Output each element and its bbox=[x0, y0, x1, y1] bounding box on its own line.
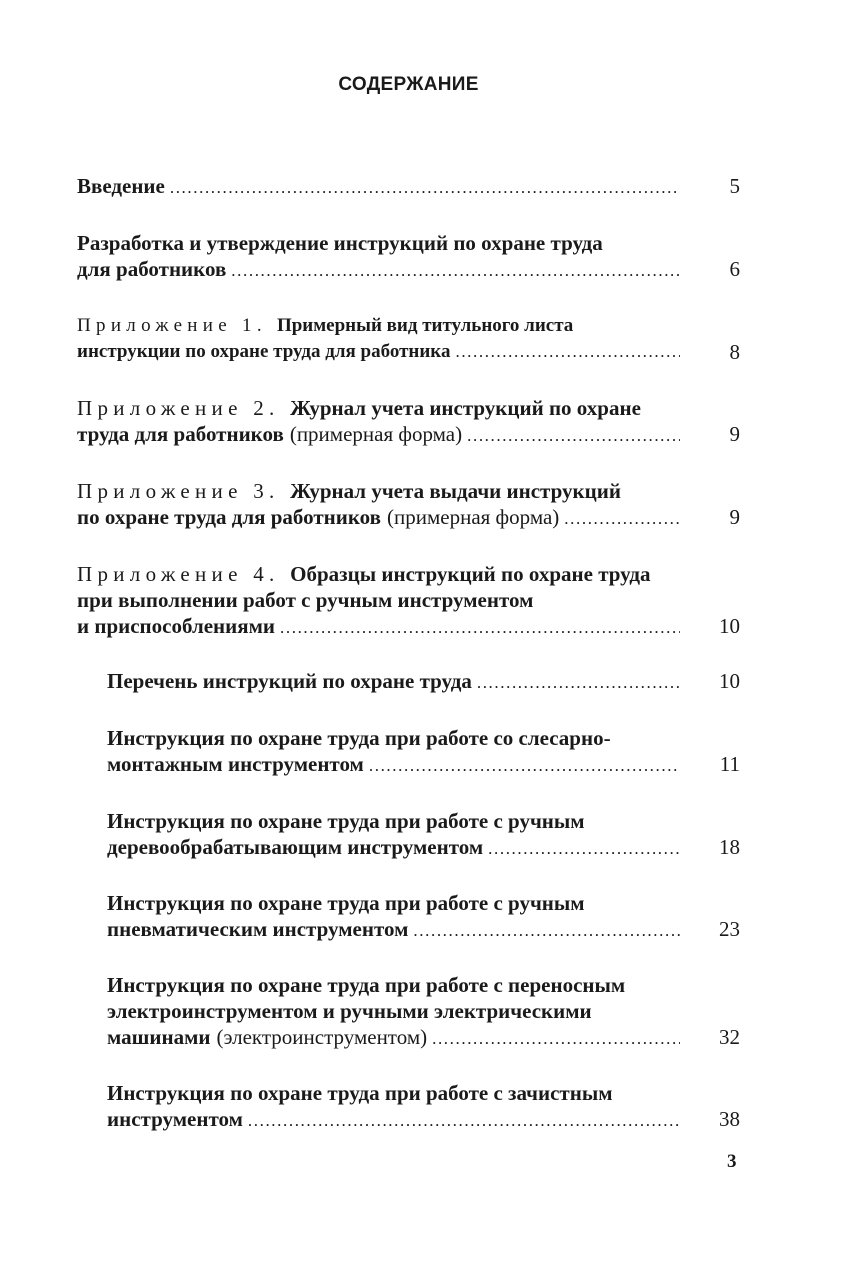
dot-leader bbox=[369, 753, 680, 779]
toc-entry-title-end: для работников bbox=[77, 257, 227, 281]
page-number: 3 bbox=[727, 1151, 737, 1172]
toc-entry-title-cont: при выполнении работ с ручным инструментом bbox=[77, 588, 534, 612]
toc-entry-title-end: машинами bbox=[107, 1025, 211, 1049]
toc-entry-instruction-locksmith[interactable] bbox=[107, 725, 740, 777]
toc-entry-appendix-2[interactable] bbox=[77, 395, 740, 447]
dot-leader bbox=[248, 1108, 680, 1134]
toc-entry-title: Инструкция по охране труда при работе с ручным bbox=[107, 809, 585, 833]
toc-entry-title-end: монтажным инструментом bbox=[107, 752, 364, 776]
toc-entry-title: Инструкция по охране труда при работе с переносным bbox=[107, 973, 626, 997]
toc-entry-instruction-grinding[interactable] bbox=[107, 1080, 740, 1132]
toc-page-number: 9 bbox=[729, 422, 740, 446]
toc-entry-title: Образцы инструкций по охране труда bbox=[290, 562, 651, 586]
toc-entry-appendix-3[interactable] bbox=[77, 478, 740, 530]
toc-page-number: 23 bbox=[719, 917, 740, 941]
toc-page-number: 10 bbox=[719, 614, 740, 638]
dot-leader bbox=[455, 339, 680, 365]
dot-leader bbox=[231, 258, 680, 284]
toc-page-number: 32 bbox=[719, 1025, 740, 1049]
toc-entry-title-end: инструкции по охране труда для работника bbox=[77, 341, 451, 362]
toc-entry-title: Примерный вид титульного листа bbox=[276, 315, 574, 336]
toc-entry-note: (электроинструментом) bbox=[216, 1025, 428, 1049]
dot-leader bbox=[432, 1026, 680, 1052]
dot-leader bbox=[170, 175, 680, 201]
toc-entry-title: Журнал учета выдачи инструкций bbox=[290, 479, 621, 503]
toc-entry-instruction-woodworking[interactable] bbox=[107, 808, 740, 860]
toc-entry-title: Разработка и утверждение инструкций по охране труда bbox=[77, 231, 603, 255]
toc-entry-note: (примерная форма) bbox=[387, 505, 560, 529]
toc-entry-title: Введение bbox=[77, 174, 165, 198]
toc-entry-title: Инструкция по охране труда при работе со слесарно- bbox=[107, 726, 611, 750]
appendix-label: Приложение 3. bbox=[77, 479, 291, 503]
dot-leader bbox=[413, 918, 680, 944]
toc-entry-title-end: труда для работников bbox=[77, 422, 284, 446]
toc-entry-title-end: пневматическим инструментом bbox=[107, 917, 409, 941]
toc-page-number: 38 bbox=[719, 1107, 740, 1131]
toc-page-number: 9 bbox=[729, 505, 740, 529]
toc-entry-instruction-pneumatic[interactable] bbox=[107, 890, 740, 942]
toc-entry-development[interactable] bbox=[77, 230, 740, 282]
dot-leader bbox=[467, 423, 680, 449]
toc-entry-title: Инструкция по охране труда при работе с ручным bbox=[107, 891, 585, 915]
toc-entry-title-end: по охране труда для работников bbox=[77, 505, 381, 529]
toc-entry-title: Журнал учета инструкций по охране bbox=[290, 396, 641, 420]
toc-entry-title-end: и приспособлениями bbox=[77, 614, 276, 638]
toc-entry-appendix-4[interactable] bbox=[77, 561, 740, 639]
dot-leader bbox=[564, 506, 680, 532]
dot-leader bbox=[477, 670, 680, 696]
dot-leader bbox=[280, 615, 680, 641]
toc-page-number: 10 bbox=[719, 669, 740, 693]
appendix-label: Приложение 2. bbox=[77, 396, 291, 420]
page-title: СОДЕРЖАНИЕ bbox=[338, 74, 479, 95]
toc-entry-appendix-1[interactable] bbox=[77, 313, 740, 365]
toc-entry-instruction-electric[interactable] bbox=[107, 972, 740, 1050]
toc-page-number: 11 bbox=[719, 752, 740, 776]
toc-page-number: 8 bbox=[729, 340, 740, 364]
toc-entry-introduction[interactable] bbox=[77, 173, 740, 199]
appendix-label: Приложение 4. bbox=[77, 562, 291, 586]
toc-page-number: 6 bbox=[729, 257, 740, 281]
toc-entry-title-end: деревообрабатывающим инструментом bbox=[107, 835, 484, 859]
toc-entry-title-end: инструментом bbox=[107, 1107, 243, 1131]
toc-entry-title: Инструкция по охране труда при работе с зачистным bbox=[107, 1081, 613, 1105]
appendix-label: Приложение 1. bbox=[77, 315, 277, 336]
toc-entry-title: Перечень инструкций по охране труда bbox=[107, 669, 472, 693]
toc-page-number: 18 bbox=[719, 835, 740, 859]
toc-page-number: 5 bbox=[729, 174, 740, 198]
toc-entry-instruction-list[interactable] bbox=[107, 668, 740, 694]
toc-entry-title-cont: электроинструментом и ручными электрическими bbox=[107, 999, 592, 1023]
dot-leader bbox=[488, 836, 680, 862]
toc-entry-note: (примерная форма) bbox=[289, 422, 463, 446]
